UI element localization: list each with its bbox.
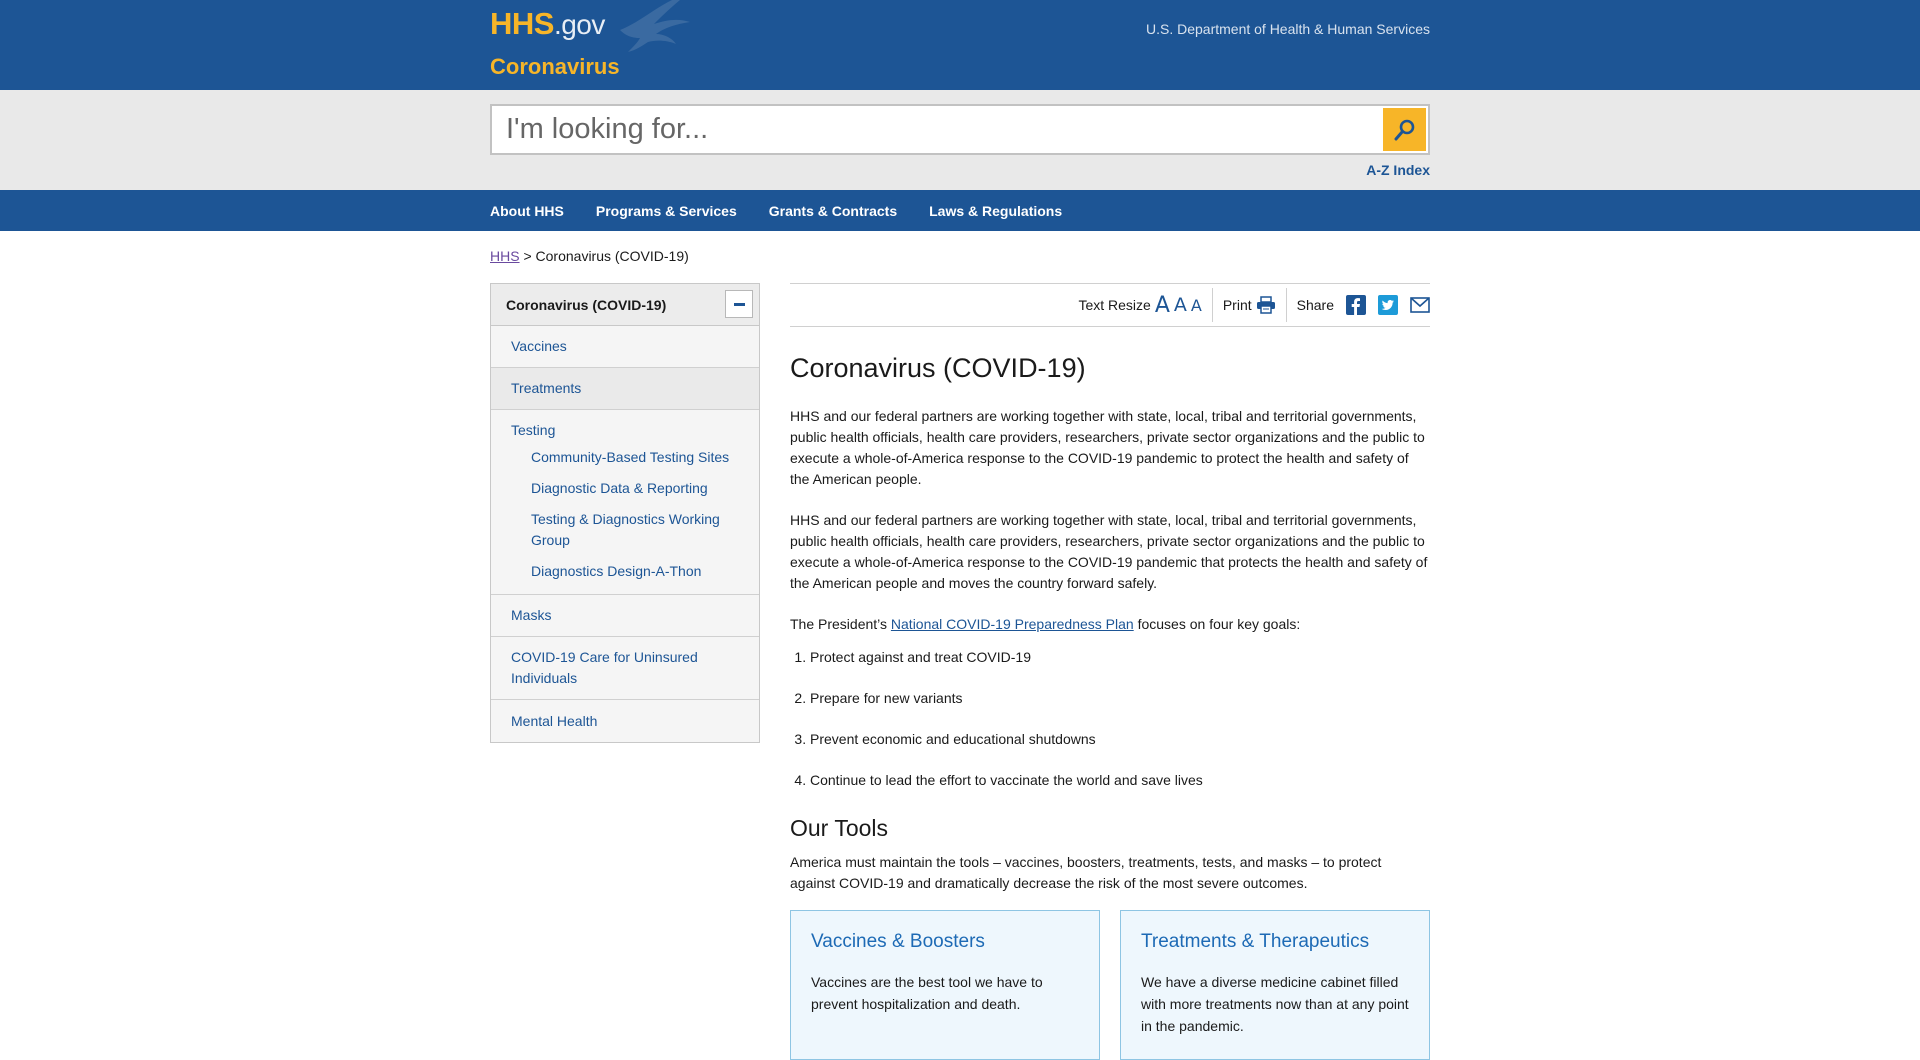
share-label: Share [1296, 297, 1334, 313]
preparedness-plan-link[interactable]: National COVID-19 Preparedness Plan [890, 616, 1134, 632]
sidebar-item-treatments[interactable] [491, 368, 759, 410]
search-icon [1393, 118, 1417, 142]
print-label: Print [1222, 297, 1252, 313]
sidebar-subitem-working-group[interactable]: Testing & Diagnostics Working Group [531, 511, 720, 548]
intro-paragraph-1: HHS and our federal partners are working together with state, local, tribal and territorial governments, public health officials, health care providers, researchers, private sector organizations and the public to execute a whole-of-America response to the COVID-19 pandemic to protect the health and safety of the American people. [790, 408, 1425, 487]
list-item: 2. Prepare for new variants [810, 688, 1430, 709]
nav-item-programs-services[interactable]: Programs & Services [595, 202, 737, 219]
facebook-share-button[interactable] [1346, 295, 1366, 315]
search-button[interactable] [1383, 108, 1426, 151]
text-resize-small[interactable]: A [1190, 295, 1202, 315]
card-title[interactable]: Treatments & Therapeutics [1141, 931, 1370, 952]
breadcrumb-current: Coronavirus (COVID-19) [535, 248, 689, 264]
text-resize-group [1068, 288, 1211, 322]
sidebar-item-label: Vaccines [511, 338, 567, 354]
plan-suffix: focuses on four key goals: [1137, 616, 1301, 632]
sidebar-item-label[interactable]: Testing [511, 422, 556, 438]
hhs-logo[interactable] [490, 6, 605, 42]
logo-main: HHS [490, 6, 554, 41]
page-title: Coronavirus (COVID-19) [790, 353, 1086, 383]
main-content [790, 283, 1430, 1060]
tools-intro: America must maintain the tools – vaccines, boosters, treatments, tests, and masks – to protect against COVID-19 and dramatically decrease the risk of the most severe outcomes. [790, 854, 1382, 891]
eagle-icon [610, 0, 700, 52]
list-item: 4. Continue to lead the effort to vaccinate the world and save lives [810, 770, 1430, 791]
az-index-link[interactable]: A-Z Index [1366, 162, 1430, 178]
print-button[interactable] [1212, 288, 1286, 322]
card-text: Vaccines are the best tool we have to prevent hospitalization and death. [811, 974, 1043, 1012]
card-treatments-therapeutics[interactable] [1120, 910, 1430, 1060]
sidebar-item-label: Masks [511, 607, 552, 623]
twitter-share-button[interactable] [1378, 295, 1398, 315]
sidebar-item-mental-health[interactable] [491, 700, 759, 742]
search-input[interactable] [506, 106, 1366, 153]
intro-paragraph-2: HHS and our federal partners are working together with state, local, tribal and territorial governments, public health officials, health care providers, researchers, private sector organizations and the public to execute a whole-of-America response to the COVID-19 pandemic that protects the health and safety of the American people and moves the country forward safely. [790, 512, 1428, 591]
sidebar-nav [490, 283, 760, 743]
list-item: 3. Prevent economic and educational shutdowns [810, 729, 1430, 750]
print-icon [1256, 296, 1276, 314]
twitter-icon [1378, 295, 1398, 315]
goals-list [790, 647, 1430, 791]
sidebar-title[interactable]: Coronavirus (COVID-19) [506, 297, 667, 313]
list-item: 1. Protect against and treat COVID-19 [810, 647, 1430, 668]
text-resize-label: Text Resize [1078, 297, 1151, 313]
sidebar-item-label: COVID-19 Care for Uninsured Individuals [511, 649, 698, 686]
collapse-button[interactable] [725, 290, 753, 318]
sidebar-subitem-design-a-thon[interactable]: Diagnostics Design-A-Thon [531, 563, 702, 579]
sidebar-sublist-testing [511, 447, 739, 582]
minus-icon [734, 303, 745, 306]
share-group [1286, 288, 1430, 322]
sidebar-subitem-diagnostic-data[interactable]: Diagnostic Data & Reporting [531, 480, 708, 496]
card-vaccines-boosters[interactable] [790, 910, 1100, 1060]
tool-cards [790, 910, 1430, 1060]
email-icon [1410, 297, 1430, 313]
sidebar-item-masks[interactable] [491, 595, 759, 637]
sidebar-item-label: Treatments [511, 380, 582, 396]
text-resize-large[interactable]: A [1154, 292, 1170, 318]
site-name[interactable]: Coronavirus [490, 54, 620, 79]
plan-prefix: The President’s [790, 616, 888, 632]
sidebar-item-vaccines[interactable] [491, 326, 759, 368]
breadcrumb-home-link[interactable]: HHS [490, 248, 520, 264]
nav-item-about-hhs[interactable]: About HHS [490, 202, 564, 219]
sidebar-header [491, 284, 759, 326]
sidebar-item-label: Mental Health [511, 712, 598, 729]
sidebar-item-testing [491, 410, 759, 595]
text-resize-medium[interactable]: A [1173, 294, 1187, 316]
nav-item-grants-contracts[interactable]: Grants & Contracts [768, 202, 898, 219]
tools-heading: Our Tools [790, 815, 889, 841]
department-link[interactable]: U.S. Department of Health & Human Services [1145, 21, 1430, 37]
breadcrumb [490, 248, 689, 264]
plan-paragraph [790, 614, 1430, 635]
logo-suffix: .gov [553, 9, 605, 40]
site-header [0, 0, 1920, 90]
email-share-button[interactable] [1410, 297, 1430, 313]
search-box [490, 104, 1430, 155]
card-text: We have a diverse medicine cabinet filled with more treatments now than at any point in the pandemic. [1141, 974, 1409, 1034]
facebook-icon [1346, 295, 1366, 315]
main-nav [0, 190, 1920, 231]
card-title[interactable]: Vaccines & Boosters [811, 931, 985, 952]
sidebar-subitem-community-testing[interactable]: Community-Based Testing Sites [531, 449, 730, 465]
sidebar-item-uninsured-care[interactable] [491, 637, 759, 700]
nav-item-laws-regulations[interactable]: Laws & Regulations [929, 202, 1063, 219]
breadcrumb-separator: > [523, 248, 532, 264]
page-toolbar [790, 283, 1430, 327]
search-band [0, 90, 1920, 190]
